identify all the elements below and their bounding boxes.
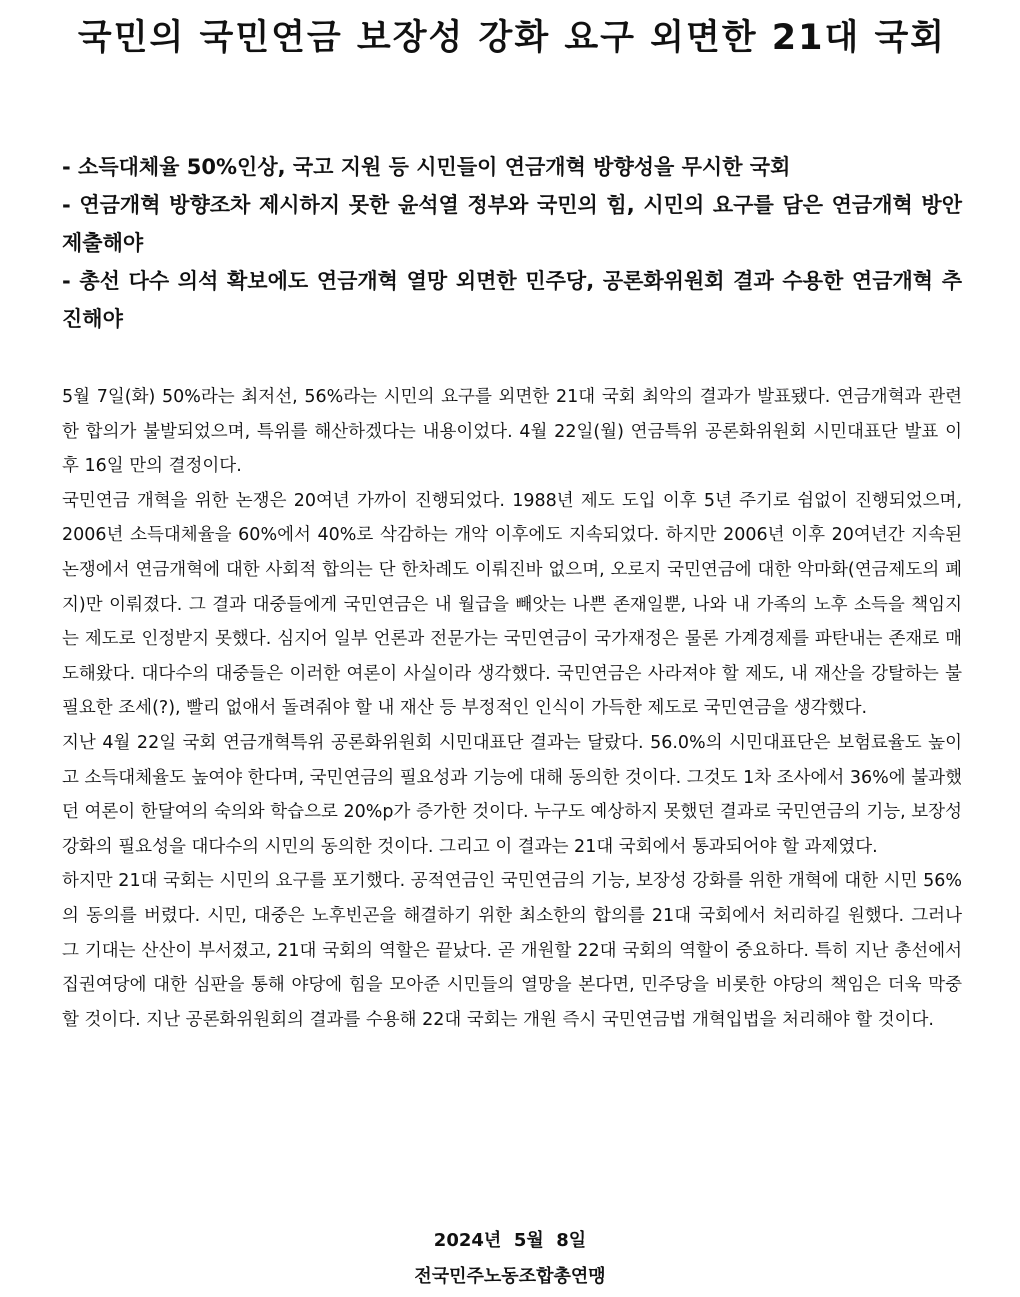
- paragraph-3: 지난 4월 22일 국회 연금개혁특위 공론화위원회 시민대표단 결과는 달랐다. 56.0%의 시민대표단은 보험료율도 높이고 소득대체율도 높여야 한다며, 국민연금의 필요성과 기능에 대해 동의한 것이다. 그것도 1차 조사에서 36%에 불과했던 여론이 한달여의 숙의와 학습으로 20%p가 증가한 것이다. 누구도 예상하지 못했던 결과로 국민연금의 기능, 보장성 강화의 필요성을 대다수의 시민의 동의한 것이다. 그리고 이 결과는 21대 국회에서 통과되어야 할 과제였다.: [62, 732, 962, 857]
- organization-name: 전국민주노동조합총연맹: [414, 1266, 606, 1287]
- body-text: [62, 380, 962, 1037]
- subheadline-1: - 소득대체율 50%인상, 국고 지원 등 시민들이 연금개혁 방향성을 무시한 국회: [62, 155, 791, 179]
- subheadline-3: - 총선 다수 의석 확보에도 연금개혁 열망 외면한 민주당, 공론화위원회 결과 수용한 연금개혁 추진해야: [62, 269, 962, 331]
- subheadline-2: - 연금개혁 방향조차 제시하지 못한 윤석열 정부와 국민의 힘, 시민의 요구를 담은 연금개혁 방안 제출해야: [62, 193, 962, 255]
- paragraph-1: 5월 7일(화) 50%라는 최저선, 56%라는 시민의 요구를 외면한 21대 국회 최악의 결과가 발표됐다. 연금개혁과 관련한 합의가 불발되었으며, 특위를 해산하겠다는 내용이었다. 4월 22일(월) 연금특위 공론화위원회 시민대표단 발표 이후 16일 만의 결정이다.: [62, 387, 962, 477]
- press-release: [62, 0, 962, 1037]
- paragraph-4: 하지만 21대 국회는 시민의 요구를 포기했다. 공적연금인 국민연금의 기능, 보장성 강화를 위한 개혁에 대한 시민 56%의 동의를 버렸다. 시민, 대중은 노후빈곤을 해결하기 위한 최소한의 합의를 21대 국회에서 처리하길 원했다. 그러나 그 기대는 산산이 부서졌고, 21대 국회의 역할은 끝났다. 곧 개원할 22대 국회의 역할이 중요하다. 특히 지난 총선에서 집권여당에 대한 심판을 통해 야당에 힘을 모아준 시민들의 열망을 본다면, 민주당을 비롯한 야당의 책임은 더욱 막중할 것이다. 지난 공론화위원회의 결과를 수용해 22대 국회는 개원 즉시 국민연금법 개혁입법을 처리해야 할 것이다.: [62, 871, 962, 1030]
- subheadline-list: [62, 148, 962, 338]
- paragraph-2: 국민연금 개혁을 위한 논쟁은 20여년 가까이 진행되었다. 1988년 제도 도입 이후 5년 주기로 쉼없이 진행되었으며, 2006년 소득대체율을 60%에서 40%로 삭감하는 개악 이후에도 지속되었다. 하지만 2006년 이후 20여년간 지속된 논쟁에서 연금개혁에 대한 사회적 합의는 단 한차례도 이뤄진바 없으며, 오로지 국민연금에 대한 악마화(연금제도의 폐지)만 이뤄졌다. 그 결과 대중들에게 국민연금은 내 월급을 빼앗는 나쁜 존재일뿐, 나와 내 가족의 노후 소득을 책임지는 제도로 인정받지 못했다. 심지어 일부 언론과 전문가는 국민연금이 국가재정은 물론 가계경제를 파탄내는 존재로 매도해왔다. 대다수의 대중들은 이러한 여론이 사실이라 생각했다. 국민연금은 사라져야 할 제도, 내 재산을 강탈하는 불필요한 조세(?), 빨리 없애서 돌려줘야 할 내 재산 등 부정적인 인식이 가득한 제도로 국민연금을 생각했다.: [62, 490, 962, 719]
- page-title: 국민의 국민연금 보장성 강화 요구 외면한 21대 국회: [77, 18, 947, 58]
- release-date: 2024년 5월 8일: [433, 1230, 587, 1251]
